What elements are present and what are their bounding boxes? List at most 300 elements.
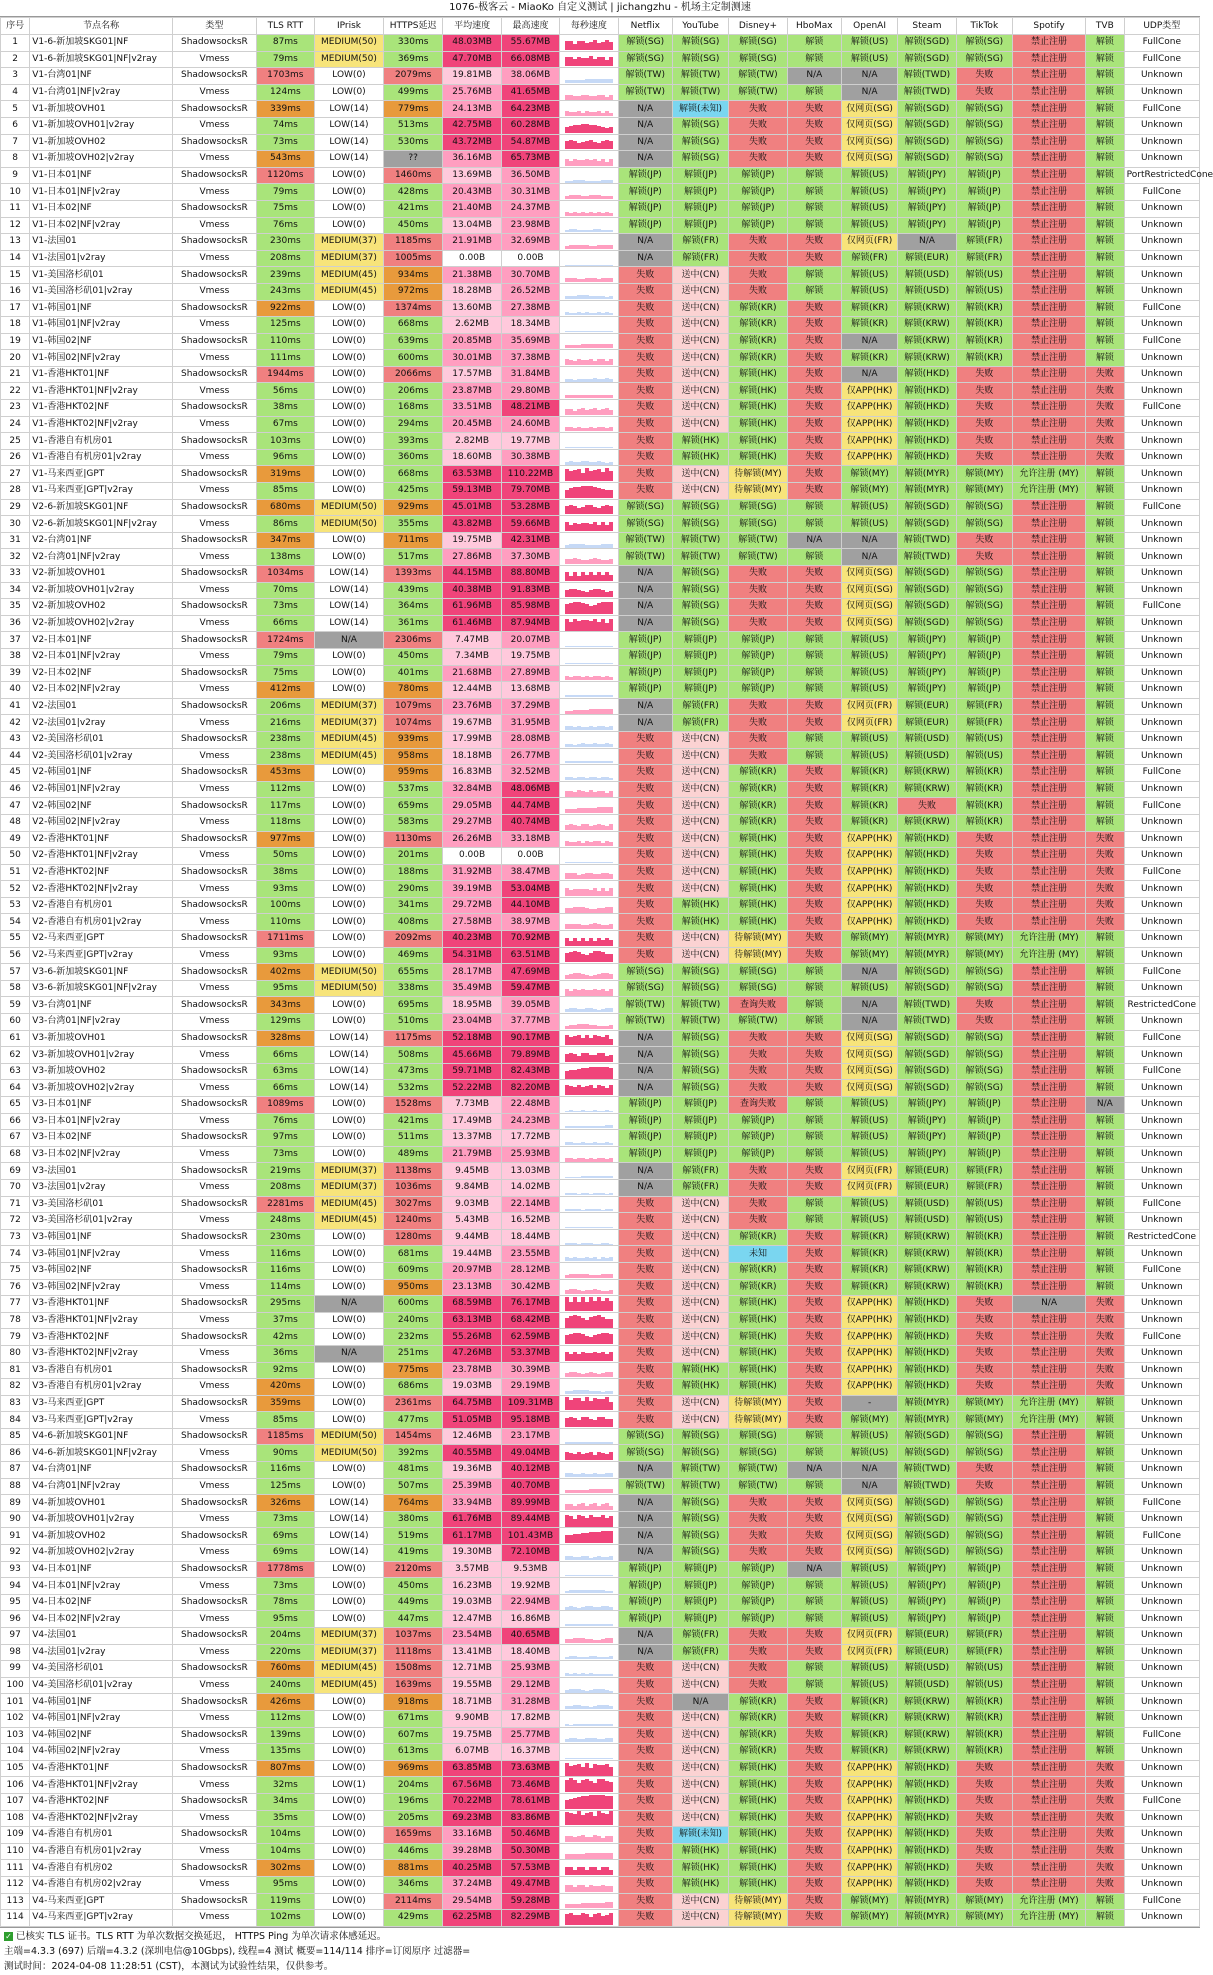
spark-bar bbox=[609, 677, 613, 680]
table-cell: LOW(0) bbox=[315, 682, 384, 699]
table-cell: Unknown bbox=[1124, 1860, 1199, 1877]
table-cell: 20.85MB bbox=[443, 333, 501, 350]
table-cell: 解锁(JP) bbox=[672, 1561, 728, 1578]
table-cell: 失败 bbox=[618, 748, 672, 765]
table-cell: 37.77MB bbox=[501, 1014, 559, 1031]
table-cell: V2-马来西亚|GPT|v2ray bbox=[30, 947, 173, 964]
table-cell: V2-香港HKT01|NF bbox=[30, 831, 173, 848]
table-cell: N/A bbox=[841, 549, 897, 566]
table-cell: 26.26MB bbox=[443, 831, 501, 848]
table-cell: 解锁 bbox=[787, 1146, 841, 1163]
table-cell: 失败 bbox=[956, 1793, 1012, 1810]
table-row bbox=[1, 1312, 1200, 1329]
table-cell: ShadowsocksR bbox=[173, 1495, 256, 1512]
table-cell: LOW(0) bbox=[315, 1130, 384, 1147]
table-cell: 解锁(JP) bbox=[956, 648, 1012, 665]
spark-bar bbox=[609, 1870, 613, 1875]
table-cell: Unknown bbox=[1124, 698, 1199, 715]
table-cell: 1130ms bbox=[383, 831, 442, 848]
table-cell: 解锁(MY) bbox=[841, 483, 897, 500]
table-cell: 326ms bbox=[256, 1495, 314, 1512]
table-cell: LOW(14) bbox=[315, 615, 384, 632]
table-cell: 解锁(JP) bbox=[618, 632, 672, 649]
table-cell: V2-香港HKT02|NF bbox=[30, 864, 173, 881]
table-cell: 解锁(SGD) bbox=[898, 599, 956, 616]
table-cell: 2281ms bbox=[256, 1196, 314, 1213]
table-cell: FullCone bbox=[1124, 798, 1199, 815]
table-cell: 1089ms bbox=[256, 1097, 314, 1114]
table-cell: 仅APP(HK) bbox=[841, 433, 897, 450]
table-cell: 解锁(US) bbox=[841, 632, 897, 649]
table-cell: 送中(CN) bbox=[672, 781, 728, 798]
spark-bar bbox=[609, 1674, 613, 1676]
table-cell: 失败 bbox=[729, 1080, 787, 1097]
table-cell: 69 bbox=[1, 1163, 30, 1180]
table-cell: 解锁(未知) bbox=[672, 101, 728, 118]
table-cell: 解锁(US) bbox=[841, 682, 897, 699]
table-cell: 532ms bbox=[383, 1080, 442, 1097]
table-cell: N/A bbox=[618, 1628, 672, 1645]
spark-bar bbox=[609, 1853, 613, 1859]
table-cell: Unknown bbox=[1124, 1014, 1199, 1031]
table-cell: 60.28MB bbox=[501, 117, 559, 134]
column-header: Disney+ bbox=[729, 18, 787, 35]
table-cell: 失败 bbox=[787, 1810, 841, 1827]
table-cell: Unknown bbox=[1124, 1428, 1199, 1445]
speed-sparkline bbox=[560, 566, 618, 583]
spark-bar bbox=[609, 490, 613, 498]
table-cell: 送中(CN) bbox=[672, 366, 728, 383]
table-cell: 93ms bbox=[256, 947, 314, 964]
table-cell: 失败 bbox=[787, 1279, 841, 1296]
table-cell: Unknown bbox=[1124, 449, 1199, 466]
table-cell: 失败 bbox=[787, 1329, 841, 1346]
table-cell: Vmess bbox=[173, 715, 256, 732]
table-cell: 解锁(USD) bbox=[898, 1677, 956, 1694]
table-cell: LOW(0) bbox=[315, 997, 384, 1014]
table-cell: LOW(0) bbox=[315, 665, 384, 682]
table-cell: 解锁(HKD) bbox=[898, 831, 956, 848]
table-cell: Unknown bbox=[1124, 433, 1199, 450]
table-cell: 9.03MB bbox=[443, 1196, 501, 1213]
table-cell: 解锁(TW) bbox=[618, 997, 672, 1014]
table-cell: 失败 bbox=[787, 1694, 841, 1711]
table-cell: 20.45MB bbox=[443, 416, 501, 433]
table-row bbox=[1, 200, 1200, 217]
table-cell: 解锁 bbox=[787, 84, 841, 101]
table-cell: V2-美国洛杉矶01 bbox=[30, 731, 173, 748]
table-cell: FullCone bbox=[1124, 184, 1199, 201]
table-cell: LOW(14) bbox=[315, 101, 384, 118]
table-cell: 114ms bbox=[256, 1279, 314, 1296]
table-cell: 送中(CN) bbox=[672, 1262, 728, 1279]
table-cell: 91.83MB bbox=[501, 582, 559, 599]
table-cell: 103ms bbox=[256, 433, 314, 450]
table-cell: 30 bbox=[1, 516, 30, 533]
table-cell: 解锁(KR) bbox=[956, 350, 1012, 367]
table-cell: Vmess bbox=[173, 283, 256, 300]
table-cell: ShadowsocksR bbox=[173, 300, 256, 317]
table-cell: 240ms bbox=[256, 1677, 314, 1694]
table-cell: 解锁 bbox=[1086, 532, 1125, 549]
table-cell: 失败 bbox=[787, 1860, 841, 1877]
table-cell: 16.23MB bbox=[443, 1578, 501, 1595]
table-cell: 解锁(TWD) bbox=[898, 532, 956, 549]
table-cell: 待解锁(MY) bbox=[729, 483, 787, 500]
table-cell: 失败 bbox=[1086, 1329, 1125, 1346]
table-cell: 失败 bbox=[618, 1213, 672, 1230]
table-row bbox=[1, 532, 1200, 549]
table-cell: LOW(0) bbox=[315, 1146, 384, 1163]
table-cell: 失败 bbox=[787, 1644, 841, 1661]
table-cell: 89 bbox=[1, 1495, 30, 1512]
table-cell: 解锁(TW) bbox=[729, 1478, 787, 1495]
table-cell: V1-韩国02|NF bbox=[30, 333, 173, 350]
table-cell: 29.80MB bbox=[501, 383, 559, 400]
table-cell: 681ms bbox=[383, 1246, 442, 1263]
table-cell: 仅APP(HK) bbox=[841, 400, 897, 417]
table-cell: 禁止注册 bbox=[1013, 1628, 1086, 1645]
column-header: YouTube bbox=[672, 18, 728, 35]
table-cell: 解锁(US) bbox=[841, 167, 897, 184]
table-cell: 失败 bbox=[1086, 383, 1125, 400]
spark-bar bbox=[609, 1638, 613, 1643]
table-cell: V2-台湾01|NF|v2ray bbox=[30, 549, 173, 566]
table-cell: 116ms bbox=[256, 1262, 314, 1279]
table-cell: 19.03MB bbox=[443, 1594, 501, 1611]
table-cell: 50ms bbox=[256, 848, 314, 865]
table-cell: 18.28MB bbox=[443, 283, 501, 300]
table-cell: 38.47MB bbox=[501, 864, 559, 881]
table-cell: 29.72MB bbox=[443, 897, 501, 914]
table-cell: 23.13MB bbox=[443, 1279, 501, 1296]
table-cell: 禁止注册 bbox=[1013, 715, 1086, 732]
table-cell: 解锁(JP) bbox=[729, 200, 787, 217]
table-cell: LOW(0) bbox=[315, 400, 384, 417]
table-cell: 450ms bbox=[383, 1578, 442, 1595]
table-cell: MEDIUM(45) bbox=[315, 731, 384, 748]
table-cell: Vmess bbox=[173, 1113, 256, 1130]
table-cell: 7.73MB bbox=[443, 1097, 501, 1114]
table-cell: 待解锁(MY) bbox=[729, 931, 787, 948]
table-cell: ShadowsocksR bbox=[173, 1827, 256, 1844]
table-cell: 解锁(SG) bbox=[956, 35, 1012, 52]
table-row bbox=[1, 1777, 1200, 1794]
table-cell: 20.43MB bbox=[443, 184, 501, 201]
footer-note: ✓ 已核实 TLS 证书。TLS RTT 为单次数据交换延迟， HTTPS Ping 为单次请求体感延迟。 bbox=[5, 1930, 387, 1942]
table-cell: N/A bbox=[618, 1462, 672, 1479]
table-cell: 解锁(JP) bbox=[729, 648, 787, 665]
table-cell: 1185ms bbox=[256, 1428, 314, 1445]
table-cell: 32 bbox=[1, 549, 30, 566]
table-cell: 369ms bbox=[383, 51, 442, 68]
table-cell: 解锁(KR) bbox=[956, 1279, 1012, 1296]
table-cell: Vmess bbox=[173, 1478, 256, 1495]
speed-sparkline bbox=[560, 682, 618, 699]
table-cell: 解锁 bbox=[787, 167, 841, 184]
table-cell: 解锁(JPY) bbox=[898, 1130, 956, 1147]
table-cell: 解锁(TW) bbox=[729, 532, 787, 549]
table-cell: FullCone bbox=[1124, 1495, 1199, 1512]
table-cell: 16.86MB bbox=[501, 1611, 559, 1628]
table-cell: 295ms bbox=[256, 1296, 314, 1313]
table-row bbox=[1, 1495, 1200, 1512]
table-cell: ShadowsocksR bbox=[173, 1760, 256, 1777]
spark-bar bbox=[609, 807, 613, 813]
table-cell: 解锁 bbox=[1086, 483, 1125, 500]
table-cell: 64 bbox=[1, 1080, 30, 1097]
table-cell: Vmess bbox=[173, 1677, 256, 1694]
table-cell: 送中(CN) bbox=[672, 1329, 728, 1346]
table-cell: V2-香港自有机房01 bbox=[30, 897, 173, 914]
table-cell: 68.59MB bbox=[443, 1296, 501, 1313]
table-cell: 解锁(TWD) bbox=[898, 997, 956, 1014]
table-cell: ShadowsocksR bbox=[173, 1594, 256, 1611]
table-cell: 失败 bbox=[729, 1063, 787, 1080]
speed-sparkline bbox=[560, 1462, 618, 1479]
table-cell: 104ms bbox=[256, 1827, 314, 1844]
table-row bbox=[1, 881, 1200, 898]
speed-sparkline bbox=[560, 914, 618, 931]
table-cell: 13.68MB bbox=[501, 682, 559, 699]
table-cell: N/A bbox=[618, 715, 672, 732]
table-cell: 解锁(JP) bbox=[672, 1113, 728, 1130]
table-cell: 失败 bbox=[787, 947, 841, 964]
table-cell: 失败 bbox=[787, 1080, 841, 1097]
table-cell: 解锁 bbox=[1086, 300, 1125, 317]
spark-bar bbox=[609, 1125, 613, 1128]
table-cell: N/A bbox=[618, 151, 672, 168]
speed-sparkline bbox=[560, 1196, 618, 1213]
table-cell: 解锁(TWD) bbox=[898, 84, 956, 101]
table-cell: 解锁(SGD) bbox=[898, 1047, 956, 1064]
table-cell: 解锁(KR) bbox=[729, 1262, 787, 1279]
table-cell: 失败 bbox=[729, 1213, 787, 1230]
table-cell: LOW(14) bbox=[315, 1511, 384, 1528]
table-cell: 解锁(SG) bbox=[672, 499, 728, 516]
table-cell: 解锁(SG) bbox=[956, 980, 1012, 997]
table-cell: LOW(0) bbox=[315, 1395, 384, 1412]
table-cell: N/A bbox=[1086, 1097, 1125, 1114]
table-cell: V2-香港自有机房01|v2ray bbox=[30, 914, 173, 931]
table-cell: 360ms bbox=[383, 449, 442, 466]
table-cell: 解锁(USD) bbox=[898, 1196, 956, 1213]
table-cell: Unknown bbox=[1124, 781, 1199, 798]
table-cell: 解锁 bbox=[1086, 632, 1125, 649]
table-cell: 解锁(TW) bbox=[672, 997, 728, 1014]
table-cell: 解锁(HK) bbox=[672, 1876, 728, 1893]
table-cell: 未知 bbox=[729, 1246, 787, 1263]
table-cell: V1-日本01|NF|v2ray bbox=[30, 184, 173, 201]
table-cell: 1079ms bbox=[383, 698, 442, 715]
table-cell: 61.46MB bbox=[443, 615, 501, 632]
speed-sparkline bbox=[560, 1428, 618, 1445]
table-cell: 待解锁(MY) bbox=[729, 1412, 787, 1429]
table-cell: 45.01MB bbox=[443, 499, 501, 516]
table-cell: 解锁(MY) bbox=[956, 931, 1012, 948]
table-cell: V4-韩国01|NF bbox=[30, 1694, 173, 1711]
table-cell: LOW(0) bbox=[315, 184, 384, 201]
table-cell: RestrictedCone bbox=[1124, 997, 1199, 1014]
table-cell: 解锁 bbox=[1086, 1545, 1125, 1562]
table-cell: N/A bbox=[841, 1014, 897, 1031]
table-cell: LOW(0) bbox=[315, 483, 384, 500]
table-cell: 18.18MB bbox=[443, 748, 501, 765]
table-cell: FullCone bbox=[1124, 1528, 1199, 1545]
table-cell: 解锁 bbox=[1086, 1163, 1125, 1180]
table-cell: 67.56MB bbox=[443, 1777, 501, 1794]
table-cell: 失败 bbox=[787, 582, 841, 599]
table-cell: 103 bbox=[1, 1727, 30, 1744]
table-cell: Vmess bbox=[173, 350, 256, 367]
table-cell: 19.67MB bbox=[443, 715, 501, 732]
table-cell: 112ms bbox=[256, 781, 314, 798]
table-cell: 送中(CN) bbox=[672, 1893, 728, 1910]
table-cell: 解锁(SGD) bbox=[898, 964, 956, 981]
table-cell: 解锁(JP) bbox=[956, 184, 1012, 201]
table-cell: 失败 bbox=[618, 931, 672, 948]
table-cell: 73 bbox=[1, 1229, 30, 1246]
table-row bbox=[1, 1279, 1200, 1296]
table-cell: 解锁(JP) bbox=[672, 665, 728, 682]
table-cell: V1-新加坡OVH02|v2ray bbox=[30, 151, 173, 168]
table-cell: 450ms bbox=[383, 217, 442, 234]
table-cell: 508ms bbox=[383, 1047, 442, 1064]
table-cell: 1005ms bbox=[383, 250, 442, 267]
table-cell: V4-新加坡OVH02|v2ray bbox=[30, 1545, 173, 1562]
table-cell: 解锁 bbox=[1086, 1113, 1125, 1130]
table-cell: LOW(14) bbox=[315, 134, 384, 151]
table-cell: 送中(CN) bbox=[672, 466, 728, 483]
table-cell: 失败 bbox=[618, 947, 672, 964]
table-cell: 解锁(JP) bbox=[672, 648, 728, 665]
speed-sparkline bbox=[560, 184, 618, 201]
table-cell: 138ms bbox=[256, 549, 314, 566]
table-cell: 解锁(JP) bbox=[672, 1611, 728, 1628]
column-header: UDP类型 bbox=[1124, 18, 1199, 35]
table-row bbox=[1, 682, 1200, 699]
table-cell: 59 bbox=[1, 997, 30, 1014]
table-cell: N/A bbox=[618, 250, 672, 267]
table-cell: 禁止注册 bbox=[1013, 1345, 1086, 1362]
table-cell: 解锁(KR) bbox=[841, 317, 897, 334]
table-cell: 失败 bbox=[618, 914, 672, 931]
table-cell: 解锁(TW) bbox=[672, 1014, 728, 1031]
table-cell: Vmess bbox=[173, 582, 256, 599]
table-cell: 38ms bbox=[256, 864, 314, 881]
table-cell: 解锁 bbox=[1086, 499, 1125, 516]
table-cell: 失败 bbox=[729, 117, 787, 134]
table-cell: 解锁(MY) bbox=[956, 1395, 1012, 1412]
table-cell: 解锁(HK) bbox=[672, 449, 728, 466]
column-header: 类型 bbox=[173, 18, 256, 35]
table-cell: 17.82MB bbox=[501, 1710, 559, 1727]
table-cell: 解锁 bbox=[1086, 1179, 1125, 1196]
table-cell: 解锁(KR) bbox=[729, 1694, 787, 1711]
table-row bbox=[1, 1545, 1200, 1562]
table-row bbox=[1, 632, 1200, 649]
table-cell: 失败 bbox=[787, 101, 841, 118]
table-cell: 解锁(KRW) bbox=[898, 814, 956, 831]
table-cell: ShadowsocksR bbox=[173, 1329, 256, 1346]
table-cell: N/A bbox=[618, 582, 672, 599]
table-cell: 205ms bbox=[383, 1810, 442, 1827]
table-cell: 解锁(US) bbox=[841, 1113, 897, 1130]
speed-sparkline bbox=[560, 499, 618, 516]
table-cell: V2-日本01|NF|v2ray bbox=[30, 648, 173, 665]
table-row bbox=[1, 1860, 1200, 1877]
table-cell: 解锁(KR) bbox=[729, 798, 787, 815]
table-cell: 解锁(TW) bbox=[618, 549, 672, 566]
table-cell: 解锁(HK) bbox=[729, 831, 787, 848]
table-cell: 失败 bbox=[618, 1677, 672, 1694]
table-cell: 92ms bbox=[256, 1362, 314, 1379]
table-cell: 28.17MB bbox=[443, 964, 501, 981]
table-cell: 解锁(SG) bbox=[729, 35, 787, 52]
table-cell: V3-日本01|NF|v2ray bbox=[30, 1113, 173, 1130]
table-cell: 禁止注册 bbox=[1013, 1445, 1086, 1462]
table-cell: 失败 bbox=[618, 831, 672, 848]
table-cell: 解锁(SG) bbox=[956, 1511, 1012, 1528]
table-cell: 失败 bbox=[618, 1843, 672, 1860]
table-row bbox=[1, 51, 1200, 68]
speed-sparkline bbox=[560, 300, 618, 317]
table-cell: 解锁(TW) bbox=[672, 1478, 728, 1495]
table-cell: 仅网页(SG) bbox=[841, 1080, 897, 1097]
table-cell: Vmess bbox=[173, 1710, 256, 1727]
speed-sparkline bbox=[560, 1843, 618, 1860]
table-cell: 110.22MB bbox=[501, 466, 559, 483]
table-cell: ShadowsocksR bbox=[173, 897, 256, 914]
table-cell: Unknown bbox=[1124, 682, 1199, 699]
table-row bbox=[1, 1843, 1200, 1860]
table-cell: 79ms bbox=[256, 184, 314, 201]
table-cell: 禁止注册 bbox=[1013, 1196, 1086, 1213]
table-cell: 解锁(US) bbox=[841, 1611, 897, 1628]
table-header bbox=[1, 18, 1200, 35]
table-row bbox=[1, 234, 1200, 251]
table-cell: 37.30MB bbox=[501, 549, 559, 566]
table-cell: 解锁(JP) bbox=[618, 1611, 672, 1628]
table-cell: Unknown bbox=[1124, 748, 1199, 765]
table-cell: 解锁(HKD) bbox=[898, 366, 956, 383]
table-cell: 248ms bbox=[256, 1213, 314, 1230]
table-cell: ShadowsocksR bbox=[173, 831, 256, 848]
table-cell: 解锁(JP) bbox=[618, 200, 672, 217]
table-cell: Vmess bbox=[173, 980, 256, 997]
table-cell: 543ms bbox=[256, 151, 314, 168]
table-row bbox=[1, 1379, 1200, 1396]
table-cell: 失败 bbox=[618, 1196, 672, 1213]
table-cell: 送中(CN) bbox=[672, 1229, 728, 1246]
table-cell: 420ms bbox=[256, 1379, 314, 1396]
table-cell: 35 bbox=[1, 599, 30, 616]
table-cell: 失败 bbox=[787, 1163, 841, 1180]
table-cell: 解锁(FR) bbox=[956, 1644, 1012, 1661]
spark-bar bbox=[609, 695, 613, 697]
table-cell: 3 bbox=[1, 68, 30, 85]
table-cell: 15 bbox=[1, 267, 30, 284]
column-header: OpenAI bbox=[841, 18, 897, 35]
table-cell: 63.85MB bbox=[443, 1760, 501, 1777]
table-cell: 解锁(KR) bbox=[729, 333, 787, 350]
table-cell: 13.41MB bbox=[443, 1644, 501, 1661]
table-cell: 21.79MB bbox=[443, 1146, 501, 1163]
table-cell: 25.77MB bbox=[501, 1727, 559, 1744]
table-cell: 解锁(JP) bbox=[672, 1578, 728, 1595]
table-cell: 61.76MB bbox=[443, 1511, 501, 1528]
column-header: Steam bbox=[898, 18, 956, 35]
